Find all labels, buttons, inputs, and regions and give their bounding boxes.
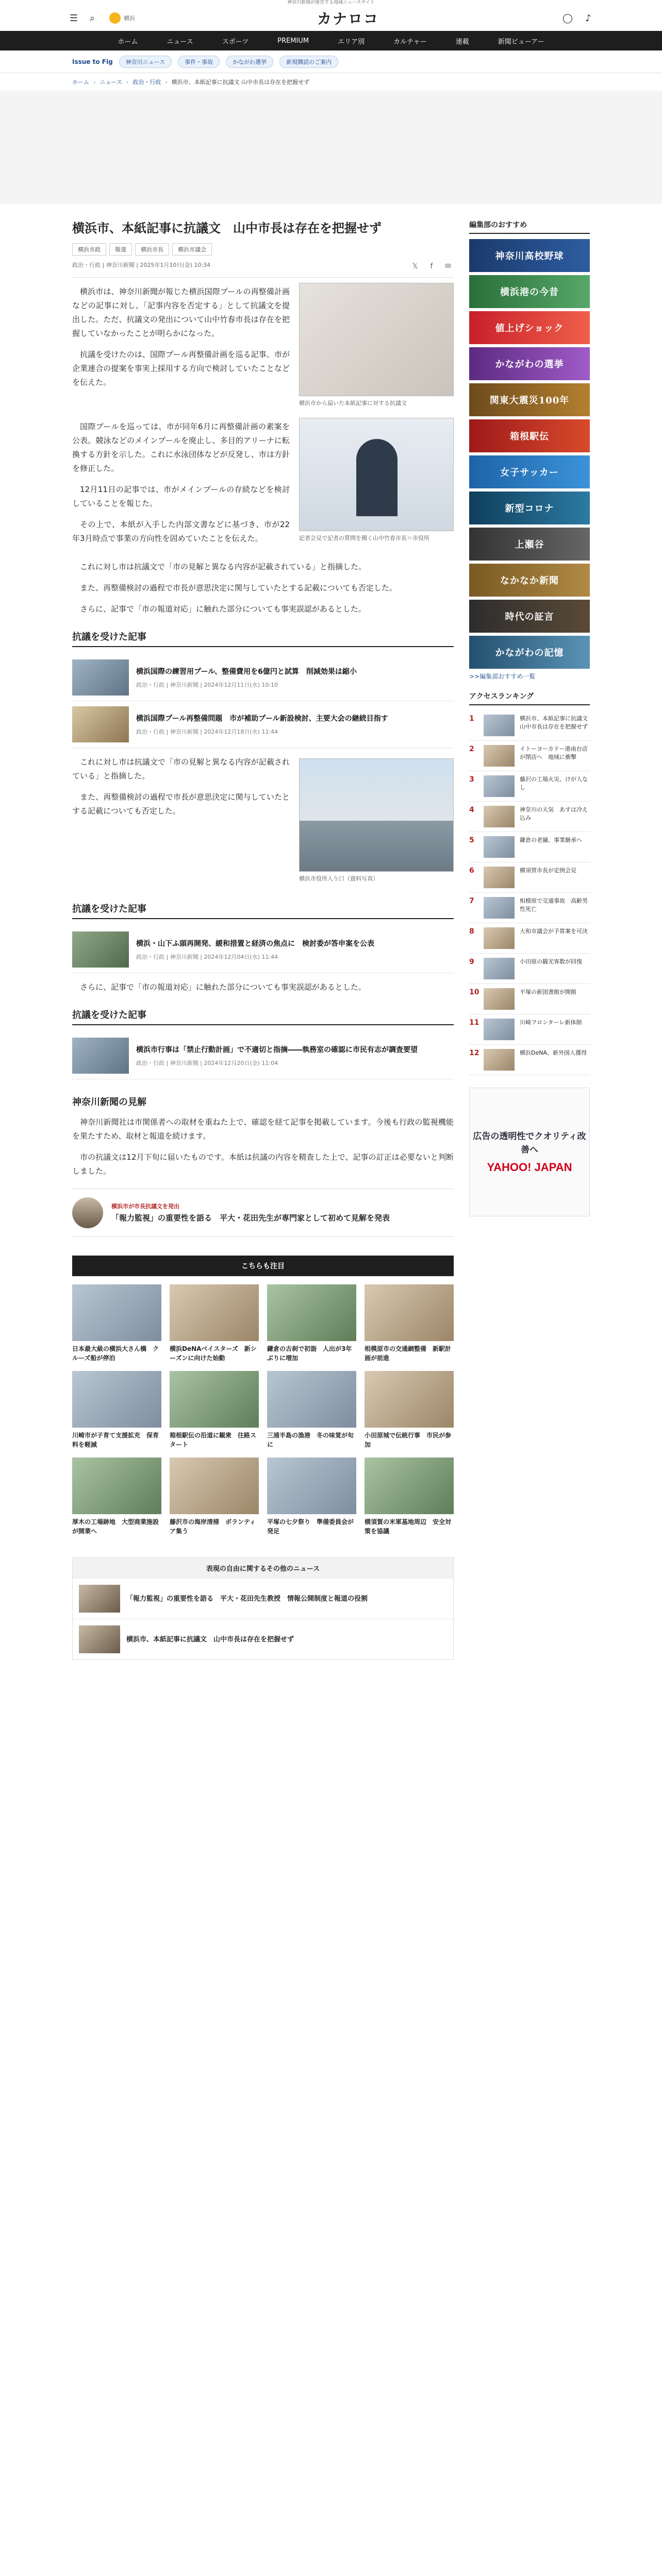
nav-series[interactable]: 連載 xyxy=(455,38,469,46)
article-meta xyxy=(72,261,454,278)
figure-caption: 記者会見で記者の質問を聞く山中竹春市長＝市役所 xyxy=(299,535,429,541)
pickup-thumbnail xyxy=(365,1284,454,1341)
pickup-thumbnail xyxy=(72,1458,161,1514)
facebook-share-icon[interactable]: f xyxy=(430,262,433,270)
paragraph: 12月11日の記事では、市がメインプールの存続などを検討していることを報じた。 xyxy=(72,485,290,508)
ranking-item[interactable] xyxy=(469,984,590,1014)
pickup-thumbnail xyxy=(365,1458,454,1514)
pickup-item[interactable] xyxy=(170,1458,259,1536)
paragraph: これに対し市は抗議文で「市の見解と異なる内容が記載されている」と指摘した。 xyxy=(80,562,367,571)
rank-title: 横須賀市長が定例会見 xyxy=(520,867,576,874)
pickup-item[interactable] xyxy=(365,1371,454,1449)
avatar xyxy=(72,1197,103,1228)
rank-title: 平塚の新図書館が開館 xyxy=(520,989,576,995)
pickup-title: 厚木の工場跡地 大型商業施設が開業へ xyxy=(72,1518,159,1535)
pickup-item[interactable] xyxy=(170,1371,259,1449)
ad-brand-logo: YAHOO! JAPAN xyxy=(487,1161,572,1174)
ranking-item[interactable] xyxy=(469,893,590,923)
breadcrumb-item[interactable]: ニュース xyxy=(100,79,122,86)
feature-banner[interactable]: 神奈川高校野球 xyxy=(469,239,590,272)
rank-thumbnail xyxy=(484,1019,515,1040)
pickup-thumbnail xyxy=(267,1284,356,1341)
rank-thumbnail xyxy=(484,836,515,858)
feature-banner[interactable]: 値上げショック xyxy=(469,311,590,344)
breadcrumb-item[interactable]: ホーム xyxy=(72,79,89,86)
bell-icon[interactable]: ♪ xyxy=(585,12,591,24)
rank-number: 8 xyxy=(469,927,474,936)
rank-thumbnail xyxy=(484,775,515,797)
related-title: 横浜・山下ふ頭再開発、緩和措置と経済の焦点に 検討委が答申案を公表 xyxy=(136,939,374,948)
main-nav xyxy=(0,31,662,50)
pickup-title: 相模原市の交通網整備 新駅計画が前進 xyxy=(365,1345,452,1362)
pickup-thumbnail xyxy=(72,1284,161,1341)
more-news-title: 横浜市、本紙記事に抗議文 山中市長は存在を把握せず xyxy=(126,1635,294,1643)
breadcrumb: ホーム › ニュース › 政治・行政 › 横浜市、本紙記事に抗議文 山中市長は存在を把握せず xyxy=(72,78,310,86)
pickup-title: 藤沢市の海岸清掃 ボランティア集う xyxy=(170,1518,256,1535)
feature-banner[interactable]: 上瀬谷 xyxy=(469,528,590,561)
ad-band xyxy=(0,91,662,204)
pickup-title: 横須賀の米軍基地周辺 安全対策を協議 xyxy=(365,1518,452,1535)
more-news-thumbnail xyxy=(79,1625,120,1653)
nav-home[interactable]: ホーム xyxy=(118,38,138,46)
weather-widget[interactable] xyxy=(109,12,135,24)
feature-banner[interactable]: 新型コロナ xyxy=(469,492,590,524)
figure xyxy=(299,418,454,543)
feature-banner[interactable]: かながわの選挙 xyxy=(469,347,590,380)
pickup-thumbnail xyxy=(267,1458,356,1514)
pickup-item[interactable] xyxy=(267,1458,356,1536)
related-article[interactable] xyxy=(72,654,454,701)
rank-title: 横浜DeNA、新外国人獲得 xyxy=(520,1049,587,1056)
pickup-item[interactable] xyxy=(72,1458,161,1536)
related-title: 横浜市行事は「禁止行動計画」で不適切と指摘――執務室の確認に市民有志が調査要望 xyxy=(136,1045,418,1054)
more-news-heading: 表現の自由に関するその他のニュース xyxy=(73,1558,453,1578)
pickup-title: 日本最大級の横浜大さん橋 クルーズ船が停泊 xyxy=(72,1345,159,1362)
site-logo[interactable]: カナロコ xyxy=(317,10,379,27)
protest-document-photo xyxy=(299,283,454,396)
nav-premium[interactable]: PREMIUM xyxy=(277,37,309,45)
pickup-thumbnail xyxy=(170,1458,259,1514)
related-article[interactable] xyxy=(72,1032,454,1079)
pickup-item[interactable] xyxy=(267,1371,356,1449)
promo-pill[interactable]: 事件・事故 xyxy=(178,56,220,68)
pickup-title: 川崎市が子育て支援拡充 保育料を軽減 xyxy=(72,1432,159,1448)
ranking-item[interactable] xyxy=(469,923,590,954)
sidebar-heading: アクセスランキング xyxy=(469,691,590,705)
pickup-heading: こちらも注目 xyxy=(72,1256,454,1276)
pickup-item[interactable] xyxy=(365,1458,454,1536)
rank-title: 神奈川の天気 あすは冷え込み xyxy=(520,806,588,821)
breadcrumb-item[interactable]: 政治・行政 xyxy=(133,79,161,86)
tag[interactable]: 横浜市議会 xyxy=(172,243,212,256)
rank-number: 5 xyxy=(469,836,474,844)
article-title: 横浜市、本紙記事に抗議文 山中市長は存在を把握せず xyxy=(72,221,382,235)
paragraph: 抗議を受けたのは、国際プール再整備計画を巡る記事。市が企業連合の提案を事実上採用する方向で検討していたことなどを伝えた。 xyxy=(72,350,290,387)
pickup-thumbnail xyxy=(72,1371,161,1428)
pickup-item[interactable] xyxy=(170,1284,259,1363)
rank-number: 3 xyxy=(469,775,474,784)
rank-title: 大和市議会が予算案を可決 xyxy=(520,928,588,935)
feature-banner[interactable]: なかなか新聞 xyxy=(469,564,590,597)
paragraph: 国際プールを巡っては、市が同年6月に再整備計画の素案を公表。競泳などのメインプールを廃止し、多目的アリーナに転換する方針を示した。これに水泳団体などが反発し、市は方針を修正した。 xyxy=(72,422,290,473)
ad-text: 広告の透明性でクオリティ改善へ xyxy=(473,1131,586,1155)
user-icon[interactable]: ◯ xyxy=(562,12,573,24)
pickup-item[interactable] xyxy=(365,1284,454,1363)
featured-label: 横浜市が市長抗議文を発出 xyxy=(111,1203,179,1210)
promo-pill[interactable]: 新規購読のご案内 xyxy=(279,56,338,68)
rank-thumbnail xyxy=(484,1049,515,1071)
related-meta: 政治・行政 | 神奈川新聞 | 2024年12月04日(水) 11:44 xyxy=(136,953,278,960)
x-share-icon[interactable]: 𝕏 xyxy=(412,262,418,270)
related-thumbnail xyxy=(72,706,129,742)
pickup-title: 小田原城で伝統行事 市民が参加 xyxy=(365,1432,452,1448)
rank-title: 川崎フロンターレ新体制 xyxy=(520,1019,582,1026)
rank-thumbnail xyxy=(484,958,515,979)
breadcrumb-current: 横浜市、本紙記事に抗議文 山中市長は存在を把握せず xyxy=(171,79,310,86)
rank-number: 9 xyxy=(469,958,474,966)
site-header xyxy=(0,5,662,31)
nav-culture[interactable]: カルチャー xyxy=(393,38,427,46)
top-tagline: 神奈川新聞が運営する地域ニュースサイト xyxy=(287,0,375,5)
article-dateline: 政治・行政 | 神奈川新聞 | 2025年1月10日(金) 10:34 xyxy=(72,262,211,268)
promo-brand[interactable]: Issue to Fig xyxy=(72,58,113,65)
section-heading: 抗議を受けた記事 xyxy=(72,630,454,647)
related-meta: 政治・行政 | 神奈川新聞 | 2024年12月11日(水) 10:10 xyxy=(136,681,278,688)
rank-number: 6 xyxy=(469,867,474,875)
pickup-item[interactable] xyxy=(267,1284,356,1363)
feature-banner[interactable]: 横浜港の今昔 xyxy=(469,275,590,308)
rank-number: 1 xyxy=(469,715,474,723)
nav-news[interactable]: ニュース xyxy=(167,38,193,46)
promo-pill[interactable]: かながわ選挙 xyxy=(226,56,273,68)
rank-title: 横浜市、本紙記事に抗議文 山中市長は存在を把握せず xyxy=(520,715,593,730)
related-article[interactable] xyxy=(72,926,454,973)
nav-area[interactable]: エリア別 xyxy=(338,38,365,46)
weather-label: 横浜 xyxy=(124,15,135,22)
rank-number: 4 xyxy=(469,806,474,814)
ranking-item[interactable] xyxy=(469,1045,590,1075)
sun-icon xyxy=(109,12,121,24)
more-news-title: 「報力監視」の重要性を語る 平大・花田先生教授 情報公開制度と報道の役割 xyxy=(126,1595,368,1603)
figure xyxy=(299,283,454,408)
paragraph: また、再整備検討の過程で市長が意思決定に関与していたとする記載についても否定した。 xyxy=(80,583,397,592)
tag[interactable]: 報道 xyxy=(109,243,132,256)
rank-number: 11 xyxy=(469,1019,479,1027)
featured-link[interactable] xyxy=(72,1189,454,1237)
pickup-thumbnail xyxy=(267,1371,356,1428)
figure-caption: 横浜市から届いた本紙記事に対する抗議文 xyxy=(299,400,407,406)
paragraph: 神奈川新聞社は市関係者への取材を重ねた上で、確認を経て記事を掲載しています。今後も行政の監視機能を果たすため、取材と報道を続けます。 xyxy=(72,1117,454,1141)
more-news-item[interactable] xyxy=(73,1619,453,1659)
share-buttons xyxy=(409,261,454,272)
pickup-item[interactable] xyxy=(72,1284,161,1363)
related-thumbnail xyxy=(72,659,129,696)
tag-list xyxy=(72,243,454,256)
sidebar-ad[interactable] xyxy=(469,1088,590,1216)
rank-title: 藤沢の工場火災、けが人なし xyxy=(520,776,588,791)
feature-banner[interactable]: 時代の証言 xyxy=(469,600,590,633)
paragraph: これに対し市は抗議文で「市の見解と異なる内容が記載されている」と指摘した。 xyxy=(72,757,290,781)
related-meta: 政治・行政 | 神奈川新聞 | 2024年12月18日(水) 11:44 xyxy=(136,728,278,735)
promo-pill[interactable]: 神奈川ニュース xyxy=(119,56,172,68)
ranking-item[interactable] xyxy=(469,862,590,893)
city-hall-photo xyxy=(299,758,454,872)
related-article[interactable] xyxy=(72,701,454,748)
ranking-item[interactable] xyxy=(469,710,593,741)
related-title: 横浜国際プール再整備問題 市が補助プール新設検討、主要大会の継続目指す xyxy=(136,714,388,723)
rank-thumbnail xyxy=(484,988,515,1010)
related-thumbnail xyxy=(72,931,129,968)
sidebar xyxy=(469,214,593,1660)
rank-number: 12 xyxy=(469,1049,479,1057)
figure xyxy=(299,758,454,883)
rank-thumbnail xyxy=(484,897,515,919)
newspaper-view-heading: 神奈川新聞の見解 xyxy=(72,1097,146,1108)
pickup-title: 箱根駅伝の沿道に観衆 往路スタート xyxy=(170,1432,257,1448)
pickup-section xyxy=(72,1256,454,1544)
article-main xyxy=(72,214,454,1660)
search-icon[interactable]: ⌕ xyxy=(89,12,95,24)
rank-number: 7 xyxy=(469,897,474,905)
rank-thumbnail xyxy=(484,867,515,888)
pickup-title: 横浜DeNAベイスターズ 新シーズンに向けた始動 xyxy=(170,1345,257,1362)
rank-number: 2 xyxy=(469,745,474,753)
feature-banner[interactable]: 女子サッカー xyxy=(469,455,590,488)
mayor-photo xyxy=(299,418,454,531)
rank-title: 相模原で交通事故 高齢男性死亡 xyxy=(520,897,588,912)
sidebar-heading: 編集部のおすすめ xyxy=(469,219,590,234)
feature-banner[interactable]: かながわの記憶 xyxy=(469,636,590,669)
pickup-thumbnail xyxy=(170,1371,259,1428)
paragraph: 市の抗議文は12月下旬に届いたものです。本紙は抗議の内容を精査した上で、記事の訂正は必要ないと判断しました。 xyxy=(72,1153,454,1176)
tag[interactable]: 横浜市政 xyxy=(72,243,106,256)
pickup-thumbnail xyxy=(365,1371,454,1428)
paragraph: その上で、本紙が入手した内部文書などに基づき、市が22年3月時点で事業の方向性を固めていたことを伝えた。 xyxy=(72,520,290,543)
rank-thumbnail xyxy=(484,927,515,949)
rank-title: イトーヨーカドー港南台店が閉店へ 地域に衝撃 xyxy=(520,745,588,760)
rank-thumbnail xyxy=(484,745,515,767)
ranking-item[interactable] xyxy=(469,1014,590,1045)
tag[interactable]: 横浜市長 xyxy=(135,243,169,256)
related-title: 横浜国際の練習用プール、整備費用を6億円と試算 削減効果は縮小 xyxy=(136,667,357,676)
pickup-thumbnail xyxy=(170,1284,259,1341)
more-news-item[interactable] xyxy=(73,1578,453,1619)
rank-thumbnail xyxy=(484,806,515,827)
feature-banner[interactable]: 箱根駅伝 xyxy=(469,419,590,452)
ranking-item[interactable] xyxy=(469,741,590,771)
paragraph: また、再整備検討の過程で市長が意思決定に関与していたとする記載についても否定した。 xyxy=(72,792,290,816)
ranking-item[interactable] xyxy=(469,771,590,802)
paragraph: 横浜市は、神奈川新聞が報じた横浜国際プールの再整備計画などの記事に対し、「記事内容を否定する」として抗議文を提出した。ただ、抗議文の発出について山中竹春市長は存在を把握していなかったことが明らかになった。 xyxy=(72,287,290,338)
paragraph: さらに、記事で「市の報道対応」に触れた部分についても事実誤認があるとした。 xyxy=(80,982,366,992)
nav-sports[interactable]: スポーツ xyxy=(222,38,249,46)
nav-viewer[interactable]: 新聞ビューアー xyxy=(498,38,544,46)
figure-caption: 横浜市役所入り口（資料写真） xyxy=(299,875,378,882)
recommend-more-link[interactable]: >>編集部おすすめ一覧 xyxy=(469,673,536,680)
section-heading: 抗議を受けた記事 xyxy=(72,1008,454,1025)
ranking-item[interactable] xyxy=(469,832,590,862)
rank-thumbnail xyxy=(484,715,515,736)
rank-title: 鎌倉の老舗、事業継承へ xyxy=(520,837,582,843)
promo-bar xyxy=(0,50,662,73)
ranking-list xyxy=(469,710,593,1075)
ranking-item[interactable] xyxy=(469,802,590,832)
menu-icon[interactable]: ☰ xyxy=(69,12,78,24)
pickup-title: 三浦半島の漁港 冬の味覚が旬に xyxy=(267,1432,354,1448)
paragraph: さらに、記事で「市の報道対応」に触れた部分についても事実誤認があるとした。 xyxy=(80,604,366,614)
pickup-item[interactable] xyxy=(72,1371,161,1449)
pickup-title: 鎌倉の古刹で初詣 人出が3年ぶりに増加 xyxy=(267,1345,352,1362)
related-meta: 政治・行政 | 神奈川新聞 | 2024年12月20日(金) 11:04 xyxy=(136,1059,278,1066)
more-news-box xyxy=(72,1557,454,1660)
related-thumbnail xyxy=(72,1038,129,1074)
line-share-icon[interactable]: ✉ xyxy=(445,262,451,270)
section-heading: 抗議を受けた記事 xyxy=(72,902,454,919)
pickup-title: 平塚の七夕祭り 準備委員会が発足 xyxy=(267,1518,354,1535)
rank-title: 小田原の観光客数が回復 xyxy=(520,958,582,965)
feature-banner[interactable]: 関東大震災100年 xyxy=(469,383,590,416)
rank-number: 10 xyxy=(469,988,479,996)
ranking-item[interactable] xyxy=(469,954,590,984)
more-news-thumbnail xyxy=(79,1585,120,1613)
featured-title: 「報力監視」の重要性を語る 平大・花田先生が専門家として初めて見解を発表 xyxy=(111,1213,390,1223)
